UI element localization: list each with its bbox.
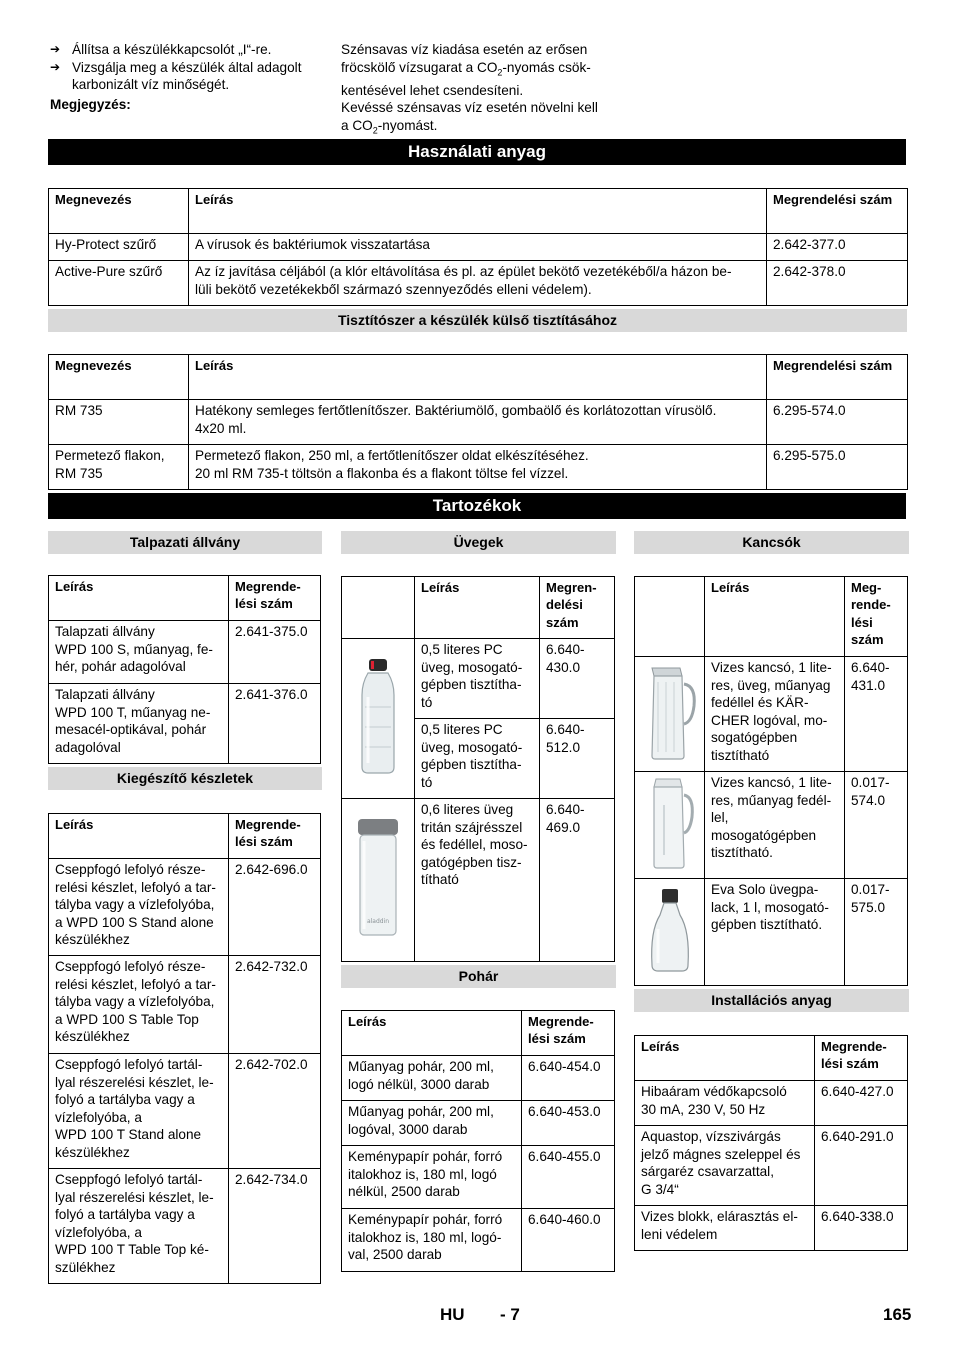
table-row: aladdin 0,6 literes üveg tritán szájrésszel és fedéllel, moso- gatógépben tisz- títható 6.640- 469.0	[342, 799, 615, 962]
table-row: Active-Pure szűrő Az íz javítása céljából (a klór eltávolítása és pl. az épület bekötő vezetékéből/a házon be- lüli bekötő vezetékekből származó szennyeződés elleni védelem). 2.642-378.0	[49, 261, 908, 306]
table-row: Hy-Protect szűrő A vírusok és baktériumok visszatartása 2.642-377.0	[49, 234, 908, 261]
kits-table	[48, 813, 321, 1284]
step-1: ➔ Állítsa a készülékkapcsolót „I“-re.	[50, 42, 272, 57]
pc-bottle-image	[342, 639, 415, 799]
table-header: Leírás Megrende- lési szám	[49, 576, 321, 621]
table-header: Leírás Megrende- lési szám	[49, 814, 321, 859]
table-row: Cseppfogó lefolyó része- relési készlet, lefolyó a tar- tályba vagy a vízlefolyóba, a WPD 100 S Table Top készülékhez 2.642-732.0	[49, 956, 321, 1054]
table-header: Leírás Megrende- lési szám	[635, 1036, 908, 1081]
table-row: Permetező flakon, RM 735 Permetező flakon, 250 ml, a fertőtlenítőszer oldat elkészítéséhez. 20 ml RM 735-t töltsön a flakonba és a flakont töltse fel vízzel. 6.295-575.0	[49, 445, 908, 490]
table-row: Talapzati állvány WPD 100 S, műanyag, fe- hér, pohár adagolóval 2.641-375.0	[49, 621, 321, 684]
arrow-right-icon: ➔	[50, 59, 61, 74]
bottle-icon	[356, 657, 400, 775]
cleaner-subtitle: Tisztítószer a készülék külső tisztításához	[48, 309, 907, 332]
cleaner-table	[48, 354, 908, 490]
table-row: Cseppfogó lefolyó tartál- lyal részerelési készlet, le- folyó a tartályba vagy a vízlefolyóba, a WPD 100 T Stand alone készülékhez 2.642-702.0	[49, 1054, 321, 1169]
bottle-icon	[354, 817, 402, 939]
table-header: Megnevezés Leírás Megrendelési szám	[49, 355, 908, 400]
kits-subtitle: Kiegészítő készletek	[48, 767, 322, 790]
table-header: Leírás Megrende- lési szám	[342, 1011, 615, 1056]
table-header: Leírás Megren- delési szám	[342, 577, 615, 639]
bottles-subtitle: Üvegek	[341, 531, 616, 554]
table-header: Megnevezés Leírás Megrendelési szám	[49, 189, 908, 234]
jug-icon	[644, 775, 696, 871]
step-2: ➔ Vizsgálja meg a készülék által adagolt karbonizált víz minőségét.	[50, 59, 302, 92]
table-row: Aquastop, vízszivárgás jelző mágnes szeleppel és sárgaréz csavarzattal, G 3/4“ 6.640-291.0	[635, 1126, 908, 1206]
install-subtitle: Installációs anyag	[634, 989, 909, 1012]
table-row: Cseppfogó lefolyó tartál- lyal részerelési készlet, le- folyó a tartályba vagy a vízlefolyóba, a WPD 100 T Table Top ké- szülékhez 2.642-734.0	[49, 1169, 321, 1284]
bottles-table	[341, 576, 615, 962]
glass-jug-image	[635, 657, 705, 772]
section-accessories-title: Tartozékok	[48, 493, 906, 519]
cups-table	[341, 1010, 615, 1272]
consumables-table	[48, 188, 908, 306]
stand-subtitle: Talpazati állvány	[48, 531, 322, 554]
table-row: Talapzati állvány WPD 100 T, műanyag ne- mesacél-optikával, pohár adagolóval 2.641-376.0	[49, 684, 321, 764]
note-label: Megjegyzés:	[50, 96, 131, 112]
intro-steps	[50, 41, 330, 113]
table-row: 0,5 literes PC üveg, mosogató- gépben tisztítha- tó 6.640- 430.0	[342, 639, 615, 719]
tritan-bottle-image	[342, 799, 415, 962]
carafe-image	[635, 879, 705, 986]
table-row: 0,5 literes PC üveg, mosogató- gépben tisztítha- tó 6.640- 512.0	[342, 719, 615, 799]
section-consumables-title: Használati anyag	[48, 139, 906, 165]
table-row: Vizes kancsó, 1 lite- res, üveg, műanyag fedéllel és KÄR- CHER logóval, mo- sogatógépben tisztítható 6.640- 431.0	[635, 657, 908, 772]
footer-section: - 7	[500, 1305, 520, 1324]
cups-subtitle: Pohár	[341, 965, 616, 988]
footer-language: HU	[440, 1305, 465, 1324]
note-text: Szénsavas víz kiadása esetén az erősen fröcskölő vízsugarat a $CO_2$-nyomás csök- kentésével lehet csendesíteni. Kevéssé szénsavas víz esetén növelni kell a $CO_2$-nyomást.	[341, 42, 598, 136]
table-row: Műanyag pohár, 200 ml, logó nélkül, 3000 darab 6.640-454.0	[342, 1056, 615, 1101]
bottle-print: aladdin	[366, 917, 390, 925]
table-row: Hibaáram védőkapcsoló 30 mA, 230 V, 50 Hz 6.640-427.0	[635, 1081, 908, 1126]
jugs-table	[634, 576, 908, 986]
table-row: Vizes blokk, elárasztás el- leni védelem 6.640-338.0	[635, 1206, 908, 1251]
table-row: Keménypapír pohár, forró italokhoz is, 180 ml, logó- val, 2500 darab 6.640-460.0	[342, 1209, 615, 1272]
install-table	[634, 1035, 908, 1251]
carafe-icon	[646, 885, 694, 975]
table-row: RM 735 Hatékony semleges fertőtlenítőszer. Baktériumölő, gombaölő és korlátozottan vírusölő. 4x20 ml. 6.295-574.0	[49, 400, 908, 445]
jug-icon	[642, 662, 698, 762]
table-row: Keménypapír pohár, forró italokhoz is, 180 ml, logó nélkül, 2500 darab 6.640-455.0	[342, 1146, 615, 1209]
table-row: Vizes kancsó, 1 lite- res, műanyag fedél- lel, mosogatógépben tisztítható. 0.017- 574.0	[635, 772, 908, 879]
table-header: Leírás Meg- rende- lési szám	[635, 577, 908, 657]
table-row: Cseppfogó lefolyó része- relési készlet, lefolyó a tar- tályba vagy a vízlefolyóba, a WPD 100 S Stand alone készülékhez 2.642-696.0	[49, 859, 321, 956]
table-row: Eva Solo üvegpa- lack, 1 l, mosogató- gépben tisztítható. 0.017- 575.0	[635, 879, 908, 986]
arrow-right-icon: ➔	[50, 42, 61, 56]
page-number: 165	[883, 1305, 912, 1324]
stand-table	[48, 575, 321, 764]
plastic-jug-image	[635, 772, 705, 879]
jugs-subtitle: Kancsók	[634, 531, 909, 554]
table-row: Műanyag pohár, 200 ml, logóval, 3000 darab 6.640-453.0	[342, 1101, 615, 1146]
